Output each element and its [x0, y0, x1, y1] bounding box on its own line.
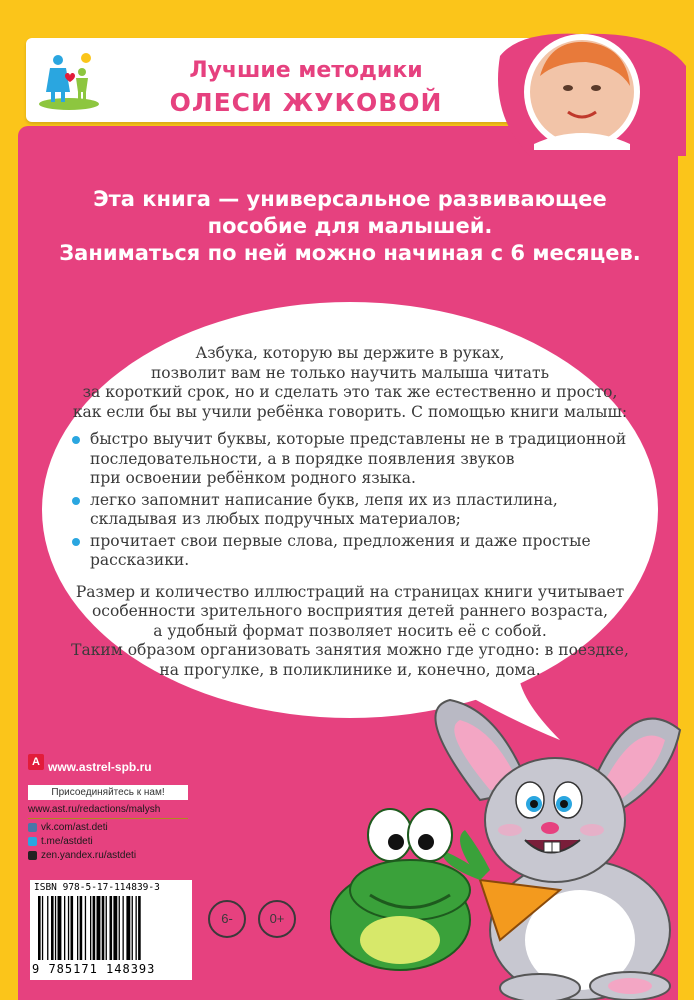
barcode-bar [90, 896, 91, 960]
outro-line: Размер и количество иллюстраций на страницах книги учитывает [75, 582, 625, 601]
barcode-bar [51, 896, 54, 960]
barcode-bar [138, 896, 141, 960]
divider [28, 818, 188, 819]
outro-line: Таким образом организовать занятия можно где угодно: в поездке, [71, 641, 629, 659]
series-header [26, 38, 546, 122]
barcode-bar [93, 896, 96, 960]
barcode-bar [38, 896, 41, 960]
feature-list [70, 430, 630, 571]
family-logo-icon [36, 46, 102, 112]
barcode-bar [47, 896, 48, 960]
bullet-icon [72, 538, 80, 546]
intro-line: за короткий срок, но и сделать это так же естественно и просто, [82, 383, 618, 401]
barcode-bar [80, 896, 83, 960]
barcode-bar [64, 896, 65, 960]
barcode-bar [110, 896, 113, 960]
isbn-label: ISBN 978-5-17-114839-3 [34, 882, 160, 893]
vk-icon [28, 823, 37, 832]
age-mark-0: 0+ [258, 900, 296, 938]
barcode-bar [42, 896, 43, 960]
barcode-bar [136, 896, 137, 960]
outro-line: на прогулке, в поликлинике и, конечно, дома. [159, 660, 541, 679]
barcode-bar [97, 896, 101, 960]
bullet-icon [72, 497, 80, 505]
barcode-bar [123, 896, 124, 960]
social-link-vk[interactable]: vk.com/ast.deti [28, 822, 200, 833]
join-us-label: Присоединяйтесь к нам! [28, 785, 188, 800]
outro-line: особенности зрительного восприятия детей раннего возраста, [91, 602, 609, 620]
list-item: прочитает свои первые слова, предложения и даже простые рассказики. [70, 532, 630, 571]
barcode-bar [85, 896, 86, 960]
barcode-bar [106, 896, 107, 960]
barcode-bar [55, 896, 56, 960]
barcode-bar [77, 896, 78, 960]
intro-line: как если бы вы учили ребёнка говорить. С помощью книги малыш: [72, 402, 628, 421]
barcode-number: 9 785171 148393 [32, 962, 156, 976]
barcode-bar [126, 896, 130, 960]
barcode-bar [119, 896, 120, 960]
outro-line: а удобный формат позволяет носить её с собой. [153, 621, 547, 640]
bullet-icon [72, 436, 80, 444]
intro-line: Азбука, которую вы держите в руках, [195, 344, 505, 362]
lead-text [30, 186, 670, 267]
publisher-logo-icon: А [28, 754, 44, 770]
series-title-line2: ОЛЕСИ ЖУКОВОЙ [169, 88, 443, 117]
barcode-bar [102, 896, 105, 960]
list-item: быстро выучит буквы, которые представлены не в традиционной последовательности, а в порядке появления звуков при освоении ребёнком родного языка. [70, 430, 630, 489]
barcode-bars [38, 896, 188, 960]
lead-line3: Заниматься по ней можно начиная с 6 месяцев. [59, 241, 641, 265]
social-link-telegram[interactable]: t.me/astdeti [28, 836, 200, 847]
barcode-bar [132, 896, 133, 960]
description-text [70, 344, 630, 680]
barcode-bar [113, 896, 117, 960]
barcode [30, 880, 192, 980]
publisher-site-link[interactable]: www.astrel-spb.ru [48, 760, 152, 774]
lead-line2: пособие для малышей. [207, 214, 493, 238]
ast-link[interactable]: www.ast.ru/redactions/malysh [28, 804, 161, 815]
barcode-bar [58, 896, 62, 960]
age-mark-6: 6- [208, 900, 246, 938]
list-item: легко запомнит написание букв, лепя их из пластилина, складывая из любых подручных материалов; [70, 491, 630, 530]
telegram-icon [28, 837, 37, 846]
publisher-block [28, 756, 200, 861]
series-title-line1: Лучшие методики [189, 58, 423, 83]
lead-line1: Эта книга — универсальное развивающее [93, 187, 607, 211]
social-link-zen[interactable]: zen.yandex.ru/astdeti [28, 850, 200, 861]
intro-line: позволит вам не только научить малыша читать [150, 363, 550, 382]
author-portrait [490, 26, 690, 156]
zen-icon [28, 851, 37, 860]
barcode-bar [68, 896, 69, 960]
bunny-frog-illustration [330, 690, 694, 1000]
barcode-bar [71, 896, 74, 960]
